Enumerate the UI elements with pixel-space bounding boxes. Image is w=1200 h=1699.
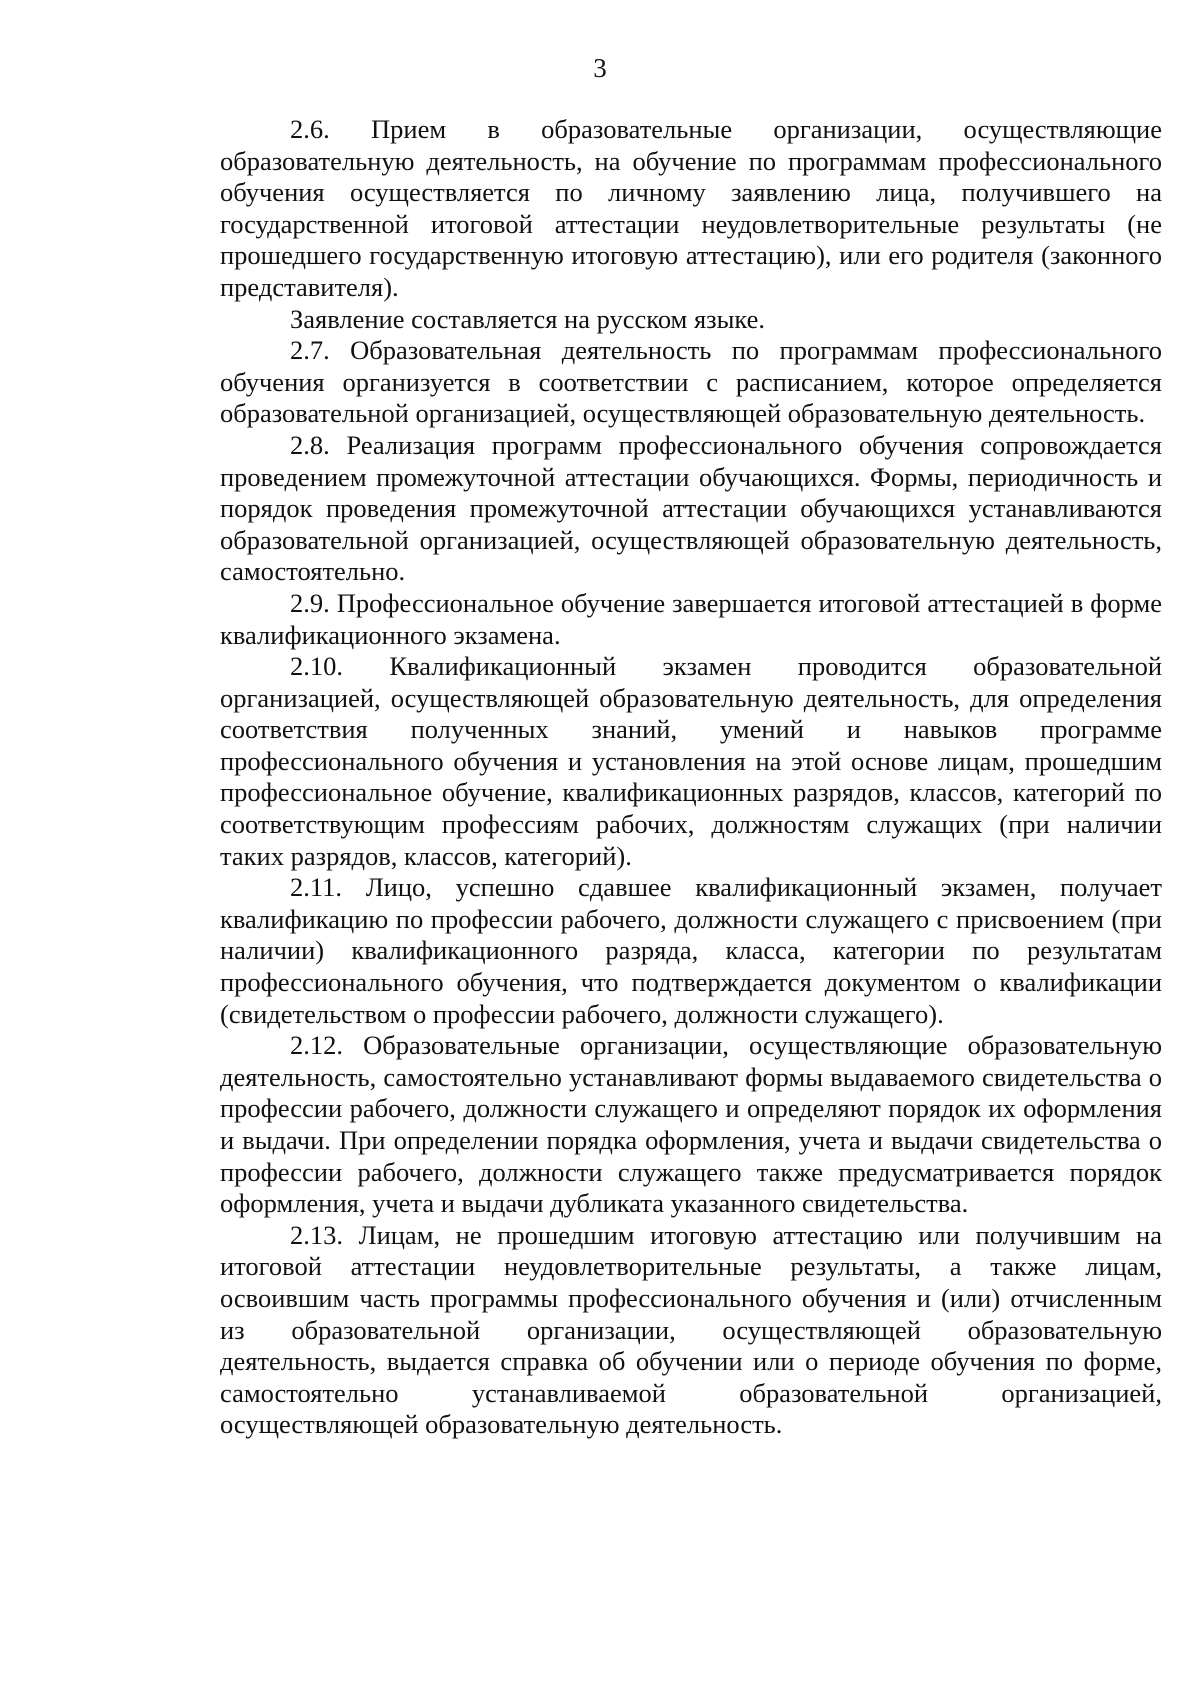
paragraph-2-10: 2.10. Квалификационный экзамен проводится образовательной организацией, осуществляющей образовательную деятельность, для определения соответствия полученных знаний, умений и навыков программе профессионального обучения и установления на этой основе лицам, прошедшим профессиональное обучение, квалификационных разрядов, классов, категорий по соответствующим профессиям рабочих, должностям служащих (при наличии таких разрядов, классов, категорий). [220, 651, 1162, 871]
paragraph-2-12: 2.12. Образовательные организации, осуществляющие образовательную деятельность, самостоятельно устанавливают формы выдаваемого свидетельства о профессии рабочего, должности служащего и определяют порядок их оформления и выдачи. При определении порядка оформления, учета и выдачи свидетельства о профессии рабочего, должности служащего также предусматривается порядок оформления, учета и выдачи дубликата указанного свидетельства. [220, 1030, 1162, 1219]
page-number: 3 [593, 53, 607, 83]
paragraph-2-11: 2.11. Лицо, успешно сдавшее квалификационный экзамен, получает квалификацию по профессии рабочего, должности служащего с присвоением (при наличии) квалификационного разряда, класса, категории по результатам профессионального обучения, что подтверждается документом о квалификации (свидетельством о профессии рабочего, должности служащего). [220, 872, 1162, 1029]
paragraph-2-8: 2.8. Реализация программ профессионального обучения сопровождается проведением промежуточной аттестации обучающихся. Формы, периодичность и порядок проведения промежуточной аттестации обучающихся устанавливаются образовательной организацией, осуществляющей образовательную деятельность, самостоятельно. [220, 429, 1162, 587]
paragraph-2-13: 2.13. Лицам, не прошедшим итоговую аттестацию или получившим на итоговой аттестации неудовлетворительные результаты, а также лицам, освоившим часть программы профессионального обучения и (или) отчисленным из образовательной организации, осуществляющей образовательную деятельность, выдается справка об обучении или о периоде обучения по форме, самостоятельно устанавливаемой образовательной организацией, осуществляющей образовательную деятельность. [220, 1219, 1162, 1440]
paragraph-2-7: 2.7. Образовательная деятельность по программам профессионального обучения организуется в соответствии с расписанием, которое определяется образовательной организацией, осуществляющей образовательную деятельность. [220, 335, 1162, 429]
paragraph-2-9: 2.9. Профессиональное обучение завершается итоговой аттестацией в форме квалификационного экзамена. [220, 587, 1162, 650]
document-body [220, 114, 1162, 1441]
paragraph-language-note: Заявление составляется на русском языке. [290, 303, 766, 334]
paragraph-2-6: 2.6. Прием в образовательные организации, осуществляющие образовательную деятельность, на обучение по программам профессионального обучения осуществляется по личному заявлению лица, получившего на государственной итоговой аттестации неудовлетворительные результаты (не прошедшего государственную итоговую аттестацию), или его родителя (законного представителя). [220, 114, 1162, 302]
